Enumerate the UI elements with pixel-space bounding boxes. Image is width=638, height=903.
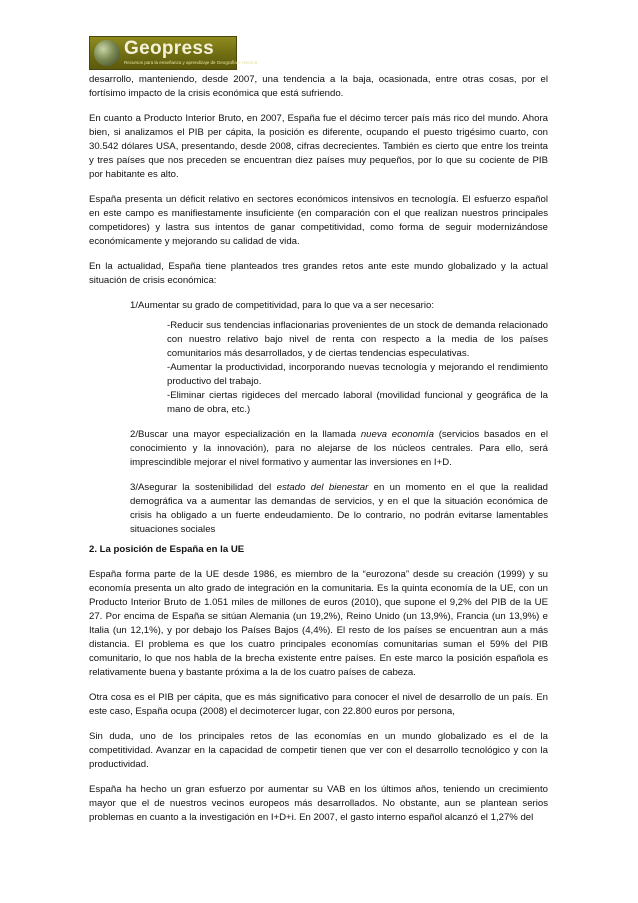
document-body	[89, 73, 548, 836]
geopress-logo	[89, 36, 258, 70]
sub-item-2: -Aumentar la productividad, incorporando nuevas tecnología y mejorando el rendimiento productivo del trabajo.	[167, 362, 548, 387]
list-item-1: 1/Aumentar su grado de competitividad, para lo que va a ser necesario:	[130, 300, 434, 311]
list-item-2-emphasis: nueva economía	[360, 429, 434, 440]
logo-title: Geopress	[124, 38, 215, 59]
list-item-2-text-a: 2/Buscar una mayor especialización en la llamada	[130, 429, 361, 440]
paragraph-1: desarrollo, manteniendo, desde 2007, una tendencia a la baja, ocasionada, entre otras cosas, por el fortísimo impacto de la crisis económica que está sufriendo.	[89, 74, 548, 99]
logo-subtitle: Recursos para la enseñanza y aprendizaje de Geografía e Historia	[124, 60, 258, 65]
list-item-3-text-b: en un momento en el que la realidad demográfica va a aumentar las demandas de servicios, y en el que la situación económica de crisis ha obligado a un fuerte endeudamiento. De lo contrario, no podrán evitarse lamentables situaciones sociales	[130, 482, 548, 535]
paragraph-2: En cuanto a Producto Interior Bruto, en 2007, España fue el décimo tercer país más rico del mundo. Ahora bien, si analizamos el PIB per cápita, la posición es diferente, ocupando el puesto trigésimo cuarto, con 30.542 dólares USA, presentando, desde 2008, cifras decrecientes. También es cierto que entre los treinta y tres países que nos preceden se encuentran diez países muy pequeños, por lo que su cociente de PIB por habitante es alto.	[89, 113, 548, 180]
list-item-2-text-b: (servicios basados en el conocimiento y la innovación), para no alejarse de los núcleos centrales. Para ello, será imprescindible mejorar el nivel formativo y aumentar las inversiones en I+D.	[130, 429, 548, 468]
paragraph-4: En la actualidad, España tiene planteados tres grandes retos ante este mundo globalizado y la actual situación de crisis económica:	[89, 261, 548, 286]
paragraph-5: España forma parte de la UE desde 1986, es miembro de la “eurozona” desde su creación (1999) y su economía presenta un alto grado de integración en la comunitaria. Es la quinta economía de la UE, con un Producto Interior Bruto de 1.051 miles de millones de euros (2010), que supone el 9,2% del PIB de la UE 27. Por encima de España se sitúan Alemania (un 19,2%), Reino Unido (un 13,9%), Francia (un 13,9%) e Italia (un 12,1%), y por debajo los Países Bajos (4,4%). El resto de los países se encuentran aun a más distancia. El problema es que los cuatro principales economías comunitarias suman el 59% del PIB comunitario, lo que nos habla de la brecha existente entre países. En este marco la posición española es relativamente buena y bastante próxima a la de los cuatro países de cabeza.	[89, 569, 548, 678]
globe-icon	[94, 40, 120, 66]
list-item-2	[130, 428, 548, 470]
paragraph-7: Sin duda, uno de los principales retos de las economías en un mundo globalizado es el de la competitividad. Avanzar en la capacidad de competir tienen que ver con el desarrollo tecnológico y con la productividad.	[89, 731, 548, 770]
list-item-3-emphasis: estado del bienestar	[276, 482, 369, 493]
paragraph-8: España ha hecho un gran esfuerzo por aumentar su VAB en los últimos años, teniendo un crecimiento mayor que el de nuestros vecinos europeos más desarrollados. No obstante, aun se plantean serios problemas en cuanto a la investigación en I+D+i. En 2007, el gasto interno español alcanzó el 1,27% del	[89, 784, 548, 823]
sub-item-3: -Eliminar ciertas rigideces del mercado laboral (movilidad funcional y geográfica de la mano de obra, etc.)	[167, 390, 548, 415]
paragraph-6: Otra cosa es el PIB per cápita, que es más significativo para conocer el nivel de desarrollo de un país. En este caso, España ocupa (2008) el decimotercer lugar, con 22.800 euros por persona,	[89, 692, 548, 717]
section-heading: 2. La posición de España en la UE	[89, 544, 245, 555]
sub-item-1: -Reducir sus tendencias inflacionarias provenientes de un stock de demanda relacionado con nuestro relativo bajo nivel de renta con respecto a la media de los países comunitarios más desarrollados, y de ciertas tendencias especulativas.	[167, 320, 548, 359]
list-item-3	[130, 481, 548, 537]
list-item-3-text-a: 3/Asegurar la sostenibilidad del	[130, 482, 277, 493]
paragraph-3: España presenta un déficit relativo en sectores económicos intensivos en tecnología. El esfuerzo español en este campo es manifiestamente insuficiente (en comparación con el que realizan nuestros principales competidores) y lastra sus intentos de ganar competitividad, como forma de seguir modernizándose económicamente y mejorando su calidad de vida.	[89, 194, 548, 247]
